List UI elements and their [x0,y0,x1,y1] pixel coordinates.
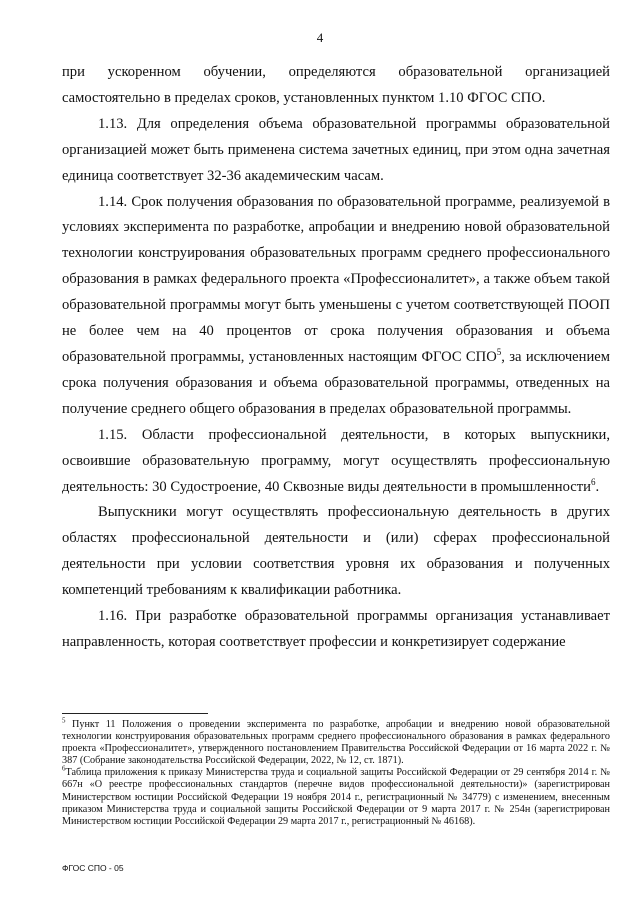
footnotes [62,716,610,828]
page-number: 4 [316,30,324,45]
paragraph-1-14 [62,190,610,423]
document-code: ФГОС СПО - 05 [62,863,124,873]
footnote-ref-6: 6 [590,476,596,487]
paragraph-1-16: 1.16. При разработке образовательной программы организация устанавливает направленность, которая соответствует профессии и конкретизирует содержание [62,608,610,650]
paragraph-1-15 [62,423,610,501]
paragraph-text: 1.14. Срок получения образования по образовательной программе, реализуемой в условиях эксперимента по разработке, апробации и внедрению новой образовательной технологии конструирования образовательных программ среднего профессионального образования в рамках федерального проекта «Профессионалитет», а также объем такой образовательной программы могут быть уменьшены с учетом соответствующей ПООП не более чем на 40 процентов от срока получения образования и объема образовательной программы, установленных настоящим ФГОС СПО [62,193,610,365]
footnote-6 [62,764,610,827]
footnote-ref-5: 5 [496,347,502,358]
footnote-text: Таблица приложения к приказу Министерства труда и социальной защиты Российской Федерации от 29 сентября 2014 г. № 667н «О реестре профессиональных стандартов (перечне видов профессиональной деятельности)» (зарегистрирован Министерством юстиции Российской Федерации 19 ноября 2014 г., регистрационный № 34779) с изменением, внесенным приказом Министерства труда и социальной защиты Российской Федерации от 9 марта 2017 г. № 254н (зарегистрирован Министерством юстиции Российской Федерации 29 марта 2017 г., регистрационный № 46168). [62,767,610,827]
footnote-5 [62,716,610,767]
paragraph-line: самостоятельно в пределах сроков, установленных пунктом 1.10 ФГОС СПО. [62,89,546,106]
paragraph-text: . [595,478,600,495]
footnote-mark: 6 [62,764,66,773]
main-text [62,60,610,656]
footnote-divider [62,713,208,714]
footnote-mark: 5 [62,716,66,725]
paragraph-text: , за исключением срока получения образования и объема образовательной программы, отведенных на получение среднего общего образования в пределах образовательной программы. [62,348,610,417]
paragraph-line: при ускоренном обучении, определяются образовательной организацией [62,64,610,80]
paragraph-graduates: Выпускники могут осуществлять профессиональную деятельность в других областях профессиональной деятельности и (или) сферах профессиональной деятельности при условии соответствия уровня их образования и полученных компетенций требованиям к квалификации работника. [62,504,610,599]
paragraph-1-13: 1.13. Для определения объема образовательной программы образовательной организацией может быть применена система зачетных единиц, при этом одна зачетная единица соответствует 32-36 академическим часам. [62,115,610,184]
footnote-text: Пункт 11 Положения о проведении эксперимента по разработке, апробации и внедрению новой образовательной технологии конструирования образовательных программ среднего профессионального образования в рамках федерального проекта «Профессионалитет», утвержденного постановлением Правительства Российской Федерации от 16 марта 2022 г. № 387 (Собрание законодательства Российской Федерации, 2022, № 12, ст. 1871). [62,719,610,767]
paragraph-text: 1.15. Области профессиональной деятельности, в которых выпускники, освоившие образовательную программу, могут осуществлять профессиональную деятельность: 30 Судостроение, 40 Сквозные виды деятельности в промышленности [62,426,610,495]
